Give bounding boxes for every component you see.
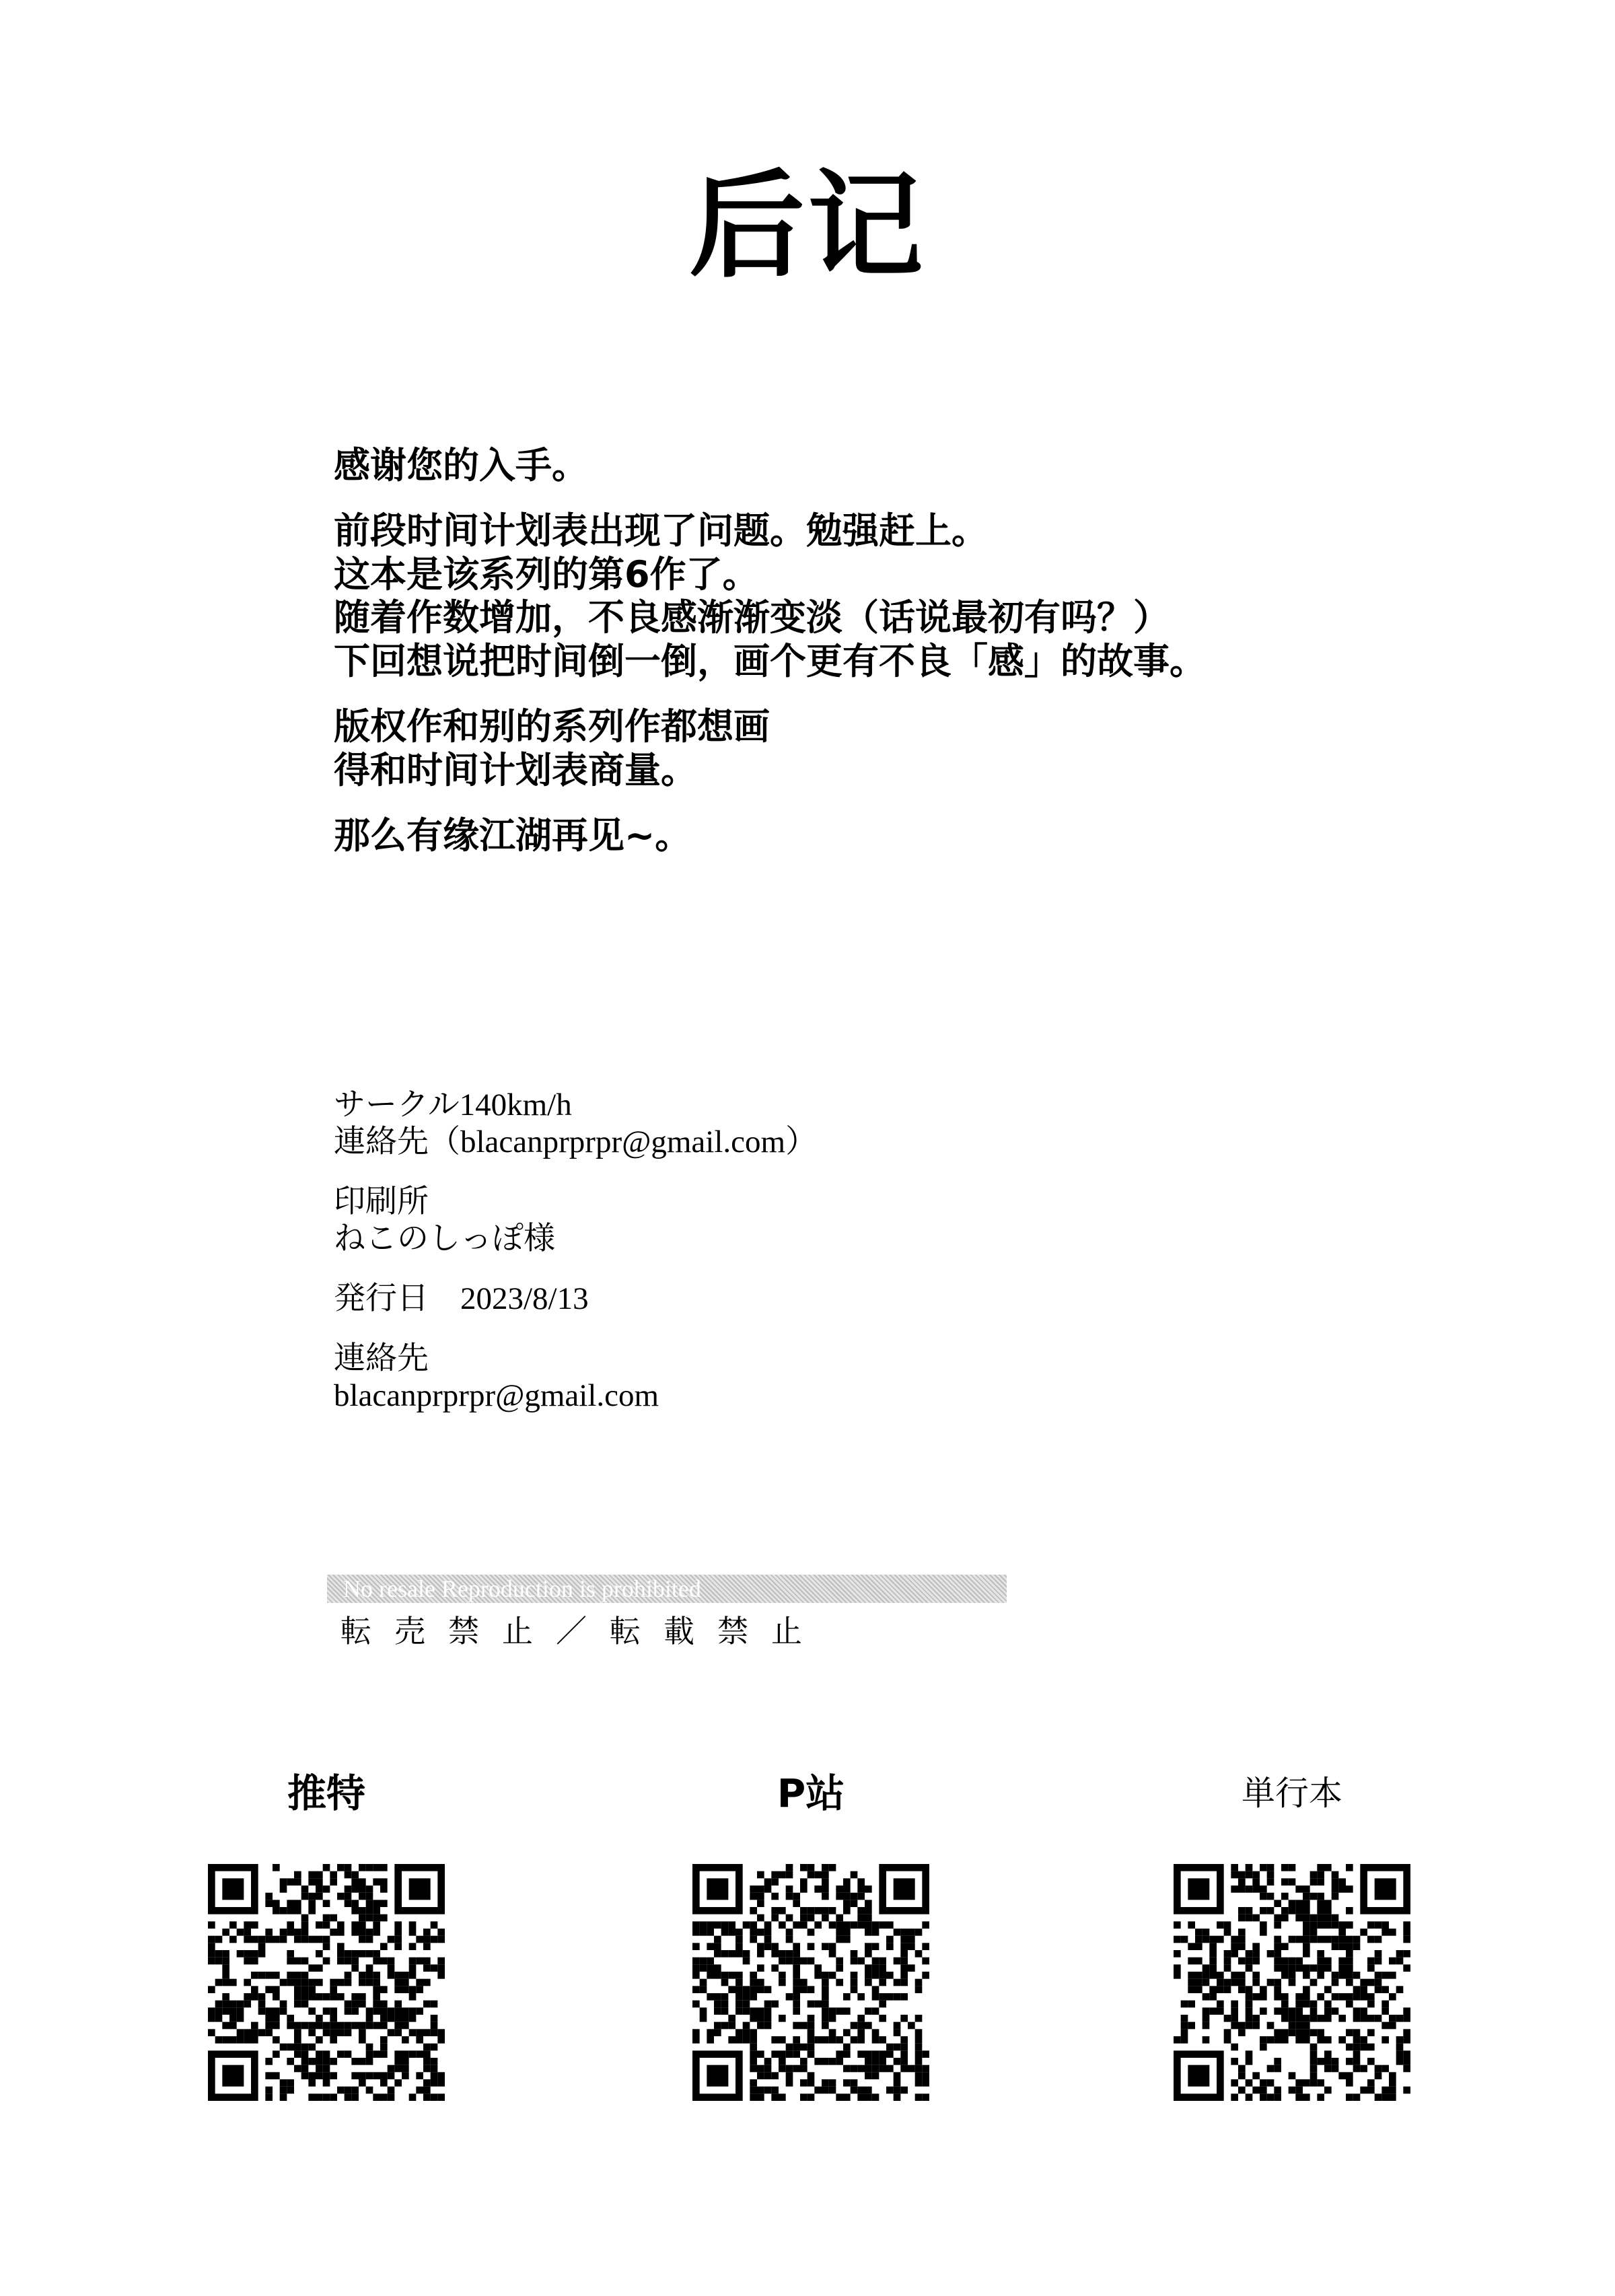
- circle-name: サークル140km/h: [334, 1087, 572, 1122]
- afterword-line: 随着作数增加，不良感渐渐变淡（话说最初有吗？）: [334, 596, 1170, 639]
- afterword-text: [334, 444, 1410, 879]
- afterword-line: 这本是该系列的第6作了。: [334, 552, 759, 596]
- contact-label: 連絡先: [334, 1340, 429, 1376]
- qr-book: [1151, 1763, 1433, 2101]
- afterword-paragraph: [334, 444, 1410, 488]
- colophon: [334, 1087, 1410, 1437]
- contact-email: blacanprprpr@gmail.com: [334, 1377, 659, 1413]
- afterword-paragraph: [334, 509, 1410, 684]
- afterword-paragraph: [334, 814, 1410, 858]
- afterword-line: 版权作和别的系列作都想画: [334, 705, 770, 748]
- resale-notice: [327, 1575, 1007, 1651]
- afterword-line: 下回想说把时间倒一倒，画个更有不良「感」的故事。: [334, 640, 1206, 683]
- afterword-line: 得和时间计划表商量。: [334, 748, 697, 791]
- printer-info: [334, 1184, 1410, 1258]
- afterword-line: 感谢您的入手。: [334, 444, 588, 487]
- circle-info: [334, 1087, 1410, 1161]
- issue-date: 発行日 2023/8/13: [334, 1281, 589, 1316]
- qr-code-icon[interactable]: [692, 1864, 929, 2101]
- circle-contact: 連絡先（blacanprprpr@gmail.com）: [334, 1124, 818, 1159]
- qr-pixiv: [670, 1763, 952, 2101]
- contact-info: [334, 1340, 1410, 1414]
- issue-info: [334, 1281, 1410, 1318]
- afterword-paragraph: [334, 705, 1410, 793]
- qr-label-twitter: 推特: [287, 1770, 365, 1816]
- qr-code-icon[interactable]: [208, 1864, 445, 2101]
- afterword-line: 那么有缘江湖再见~。: [334, 814, 692, 857]
- notice-english: No resale Reproduction is prohibited: [327, 1575, 1007, 1603]
- qr-label-pixiv: P站: [777, 1770, 845, 1816]
- page-title: 后记: [689, 158, 926, 293]
- afterword-line: 前段时间计划表出现了问题。勉强赶上。: [334, 509, 988, 552]
- printer-name: ねこのしっぽ様: [334, 1221, 555, 1256]
- qr-label-book: 単行本: [1242, 1774, 1342, 1813]
- printer-label: 印刷所: [334, 1184, 429, 1219]
- qr-twitter: [185, 1763, 468, 2101]
- qr-code-icon[interactable]: [1174, 1864, 1410, 2101]
- notice-japanese: 転売禁止／転載禁止: [340, 1613, 825, 1649]
